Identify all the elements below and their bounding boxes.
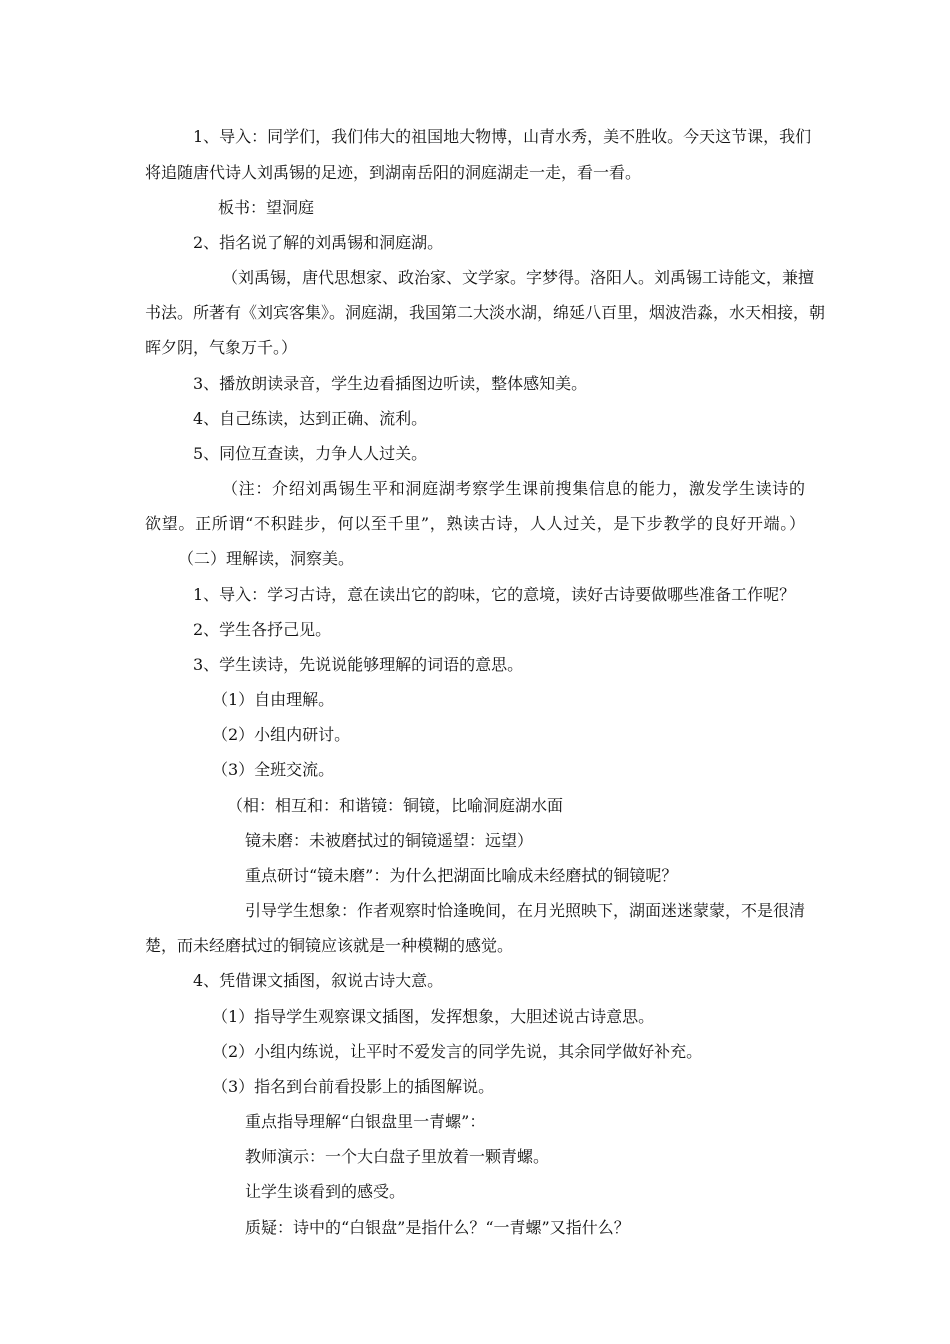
text-line: 镜未磨：未被磨拭过的铜镜遥望：远望） (245, 831, 534, 850)
text-line: （3）指名到台前看投影上的插图解说。 (212, 1077, 495, 1096)
text-line: 2、学生各抒己见。 (193, 620, 332, 639)
text-line: 让学生谈看到的感受。 (245, 1182, 406, 1201)
text-line: 晖夕阴，气象万千。） (145, 338, 298, 357)
text-line: 重点研讨“镜未磨”：为什么把湖面比喻成未经磨拭的铜镜呢？ (245, 866, 678, 885)
text-line: （3）全班交流。 (212, 760, 335, 779)
text-line: 3、学生读诗，先说说能够理解的词语的意思。 (193, 655, 524, 674)
text-line: 重点指导理解“白银盘里一青螺”： (245, 1112, 486, 1131)
text-line: （注：介绍刘禹锡生平和洞庭湖考察学生课前搜集信息的能力，激发学生读诗的 (222, 479, 805, 498)
board-writing-line: 板书：望洞庭 (218, 198, 315, 217)
text-line: 教师演示：一个大白盘子里放着一颗青螺。 (245, 1147, 550, 1166)
text-line: 1、导入：学习古诗，意在读出它的韵味，它的意境，读好古诗要做哪些准备工作呢？ (193, 585, 796, 604)
section-heading: （二）理解读，洞察美。 (178, 549, 355, 568)
text-line: （1）指导学生观察课文插图，发挥想象，大胆述说古诗意思。 (212, 1007, 655, 1026)
text-line: 楚，而未经磨拭过的铜镜应该就是一种模糊的感觉。 (145, 936, 514, 955)
text-line: 5、同位互查读，力争人人过关。 (193, 444, 428, 463)
text-line: 将追随唐代诗人刘禹锡的足迹，到湖南岳阳的洞庭湖走一走，看一看。 (145, 163, 642, 182)
text-line: 质疑：诗中的“白银盘”是指什么？“一青螺”又指什么？ (245, 1218, 630, 1237)
text-line: （刘禹锡，唐代思想家、政治家、文学家。字梦得。洛阳人。刘禹锡工诗能文，兼擅 (222, 268, 815, 287)
text-line: 书法。所著有《刘宾客集》。洞庭湖，我国第二大淡水湖，绵延八百里，烟波浩淼，水天相接，朝 (145, 303, 826, 322)
text-line: （相：相互和：和谐镜：铜镜，比喻洞庭湖水面 (227, 796, 564, 815)
text-line: 3、播放朗读录音，学生边看插图边听读，整体感知美。 (193, 374, 588, 393)
text-line: 4、自己练读，达到正确、流利。 (193, 409, 428, 428)
text-line: 2、指名说了解的刘禹锡和洞庭湖。 (193, 233, 444, 252)
text-line: 欲望。正所谓“不积跬步，何以至千里”，熟读古诗，人人过关，是下步教学的良好开端。） (145, 514, 805, 533)
text-line: （2）小组内练说，让平时不爱发言的同学先说，其余同学做好补充。 (212, 1042, 703, 1061)
text-line: 4、凭借课文插图，叙说古诗大意。 (193, 971, 444, 990)
text-line: 引导学生想象：作者观察时恰逢晚间，在月光照映下，湖面迷迷蒙蒙，不是很清 (245, 901, 806, 920)
text-line: （1）自由理解。 (212, 690, 335, 709)
text-line: 1、导入：同学们，我们伟大的祖国地大物博，山青水秀，美不胜收。今天这节课，我们 (193, 127, 812, 146)
text-line: （2）小组内研讨。 (212, 725, 351, 744)
